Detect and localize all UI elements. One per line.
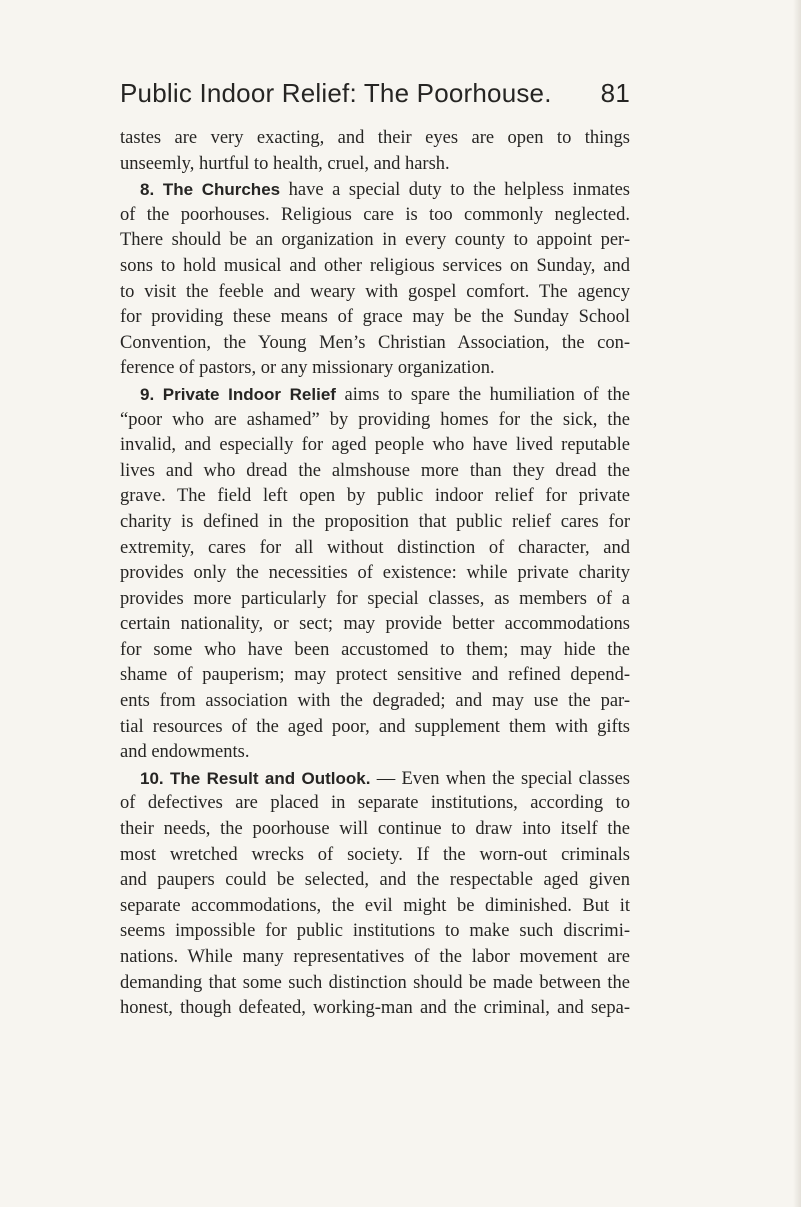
text-line — [120, 740, 630, 766]
text-line — [120, 280, 630, 306]
text-line — [120, 408, 630, 434]
text-line — [120, 484, 630, 510]
line-text: shame of pauperism; may protect sensitive and refined depend- — [120, 665, 630, 686]
running-header — [120, 78, 630, 109]
line-text: lives and who dread the almshouse more than they dread the — [120, 460, 630, 481]
text-line — [120, 228, 630, 254]
text-line — [120, 536, 630, 562]
section-heading: 9. Private Indoor Relief — [140, 384, 336, 404]
page-edge-shadow — [793, 0, 801, 1207]
line-text: separate accommodations, the evil might be diminished. But it — [120, 895, 630, 916]
line-text: — Even when the special classes — [370, 768, 630, 789]
text-line — [120, 126, 630, 152]
text-line — [120, 996, 630, 1022]
text-line — [120, 152, 630, 178]
section-heading: 10. The Result and Outlook. — [140, 768, 371, 788]
line-text: of defectives are placed in separate institutions, according to — [120, 793, 630, 814]
line-text: invalid, and especially for aged people who have lived reputable — [120, 435, 630, 456]
line-text: ents from association with the degraded; and may use the par- — [120, 691, 630, 712]
line-text: There should be an organization in every county to appoint per- — [120, 230, 630, 251]
text-line — [120, 817, 630, 843]
text-line — [120, 254, 630, 280]
text-line — [120, 868, 630, 894]
text-line — [120, 766, 630, 792]
text-line — [120, 203, 630, 229]
text-line — [120, 894, 630, 920]
running-title: Public Indoor Relief: The Poorhouse. — [120, 78, 552, 108]
line-text: aims to spare the humiliation of the — [335, 384, 630, 405]
line-text: “poor who are ashamed” by providing homes for the sick, the — [120, 409, 630, 430]
text-line — [120, 510, 630, 536]
line-text: unseemly, hurtful to health, cruel, and harsh. — [120, 153, 450, 174]
line-text: most wretched wrecks of society. If the worn-out criminals — [120, 844, 630, 865]
text-line — [120, 356, 630, 382]
text-line — [120, 843, 630, 869]
line-text: ference of pastors, or any missionary organization. — [120, 358, 495, 379]
text-line — [120, 305, 630, 331]
text-line — [120, 331, 630, 357]
line-text: nations. While many representatives of the labor movement are — [120, 947, 630, 967]
line-text: demanding that some such distinction should be made between the — [120, 972, 630, 993]
line-text: seems impossible for public institutions to make such discrimi- — [120, 921, 630, 942]
line-text: charity is defined in the proposition that public relief cares for — [120, 511, 630, 532]
line-text: and paupers could be selected, and the respectable aged given — [120, 870, 630, 891]
text-line — [120, 945, 630, 971]
line-text: have a special duty to the helpless inmates — [280, 180, 630, 201]
text-line — [120, 715, 630, 741]
line-text: and endowments. — [120, 742, 250, 763]
line-text: of the poorhouses. Religious care is too commonly neglected. — [120, 204, 630, 225]
text-line — [120, 459, 630, 485]
line-text: Convention, the Young Men’s Christian Association, the con- — [120, 332, 630, 353]
text-line — [120, 561, 630, 587]
line-text: provides more particularly for special classes, as members of a — [120, 588, 630, 609]
text-line — [120, 433, 630, 459]
text-line — [120, 791, 630, 817]
text-line — [120, 382, 630, 408]
line-text: tastes are very exacting, and their eyes are open to things — [120, 128, 630, 148]
section-heading: 8. The Churches — [140, 180, 281, 200]
line-text: for some who have been accustomed to them; may hide the — [120, 639, 630, 660]
text-line — [120, 612, 630, 638]
text-line — [120, 971, 630, 997]
text-line — [120, 663, 630, 689]
text-line — [120, 638, 630, 664]
line-text: tial resources of the aged poor, and supplement them with gifts — [120, 716, 630, 737]
text-line — [120, 177, 630, 203]
line-text: sons to hold musical and other religious services on Sunday, and — [120, 255, 630, 276]
line-text: grave. The field left open by public indoor relief for private — [120, 486, 630, 507]
line-text: for providing these means of grace may be the Sunday School — [120, 307, 630, 328]
line-text: their needs, the poorhouse will continue to draw into itself the — [120, 819, 630, 840]
text-line — [120, 919, 630, 945]
line-text: to visit the feeble and weary with gospel comfort. The agency — [120, 281, 630, 302]
text-line — [120, 587, 630, 613]
page-number: 81 — [600, 78, 630, 108]
line-text: certain nationality, or sect; may provide better accommodations — [120, 614, 630, 635]
line-text: provides only the necessities of existence: while private charity — [120, 563, 630, 584]
text-line — [120, 689, 630, 715]
body-text — [120, 126, 630, 1022]
line-text: honest, though defeated, working-man and the criminal, and sepa- — [120, 998, 630, 1019]
line-text: extremity, cares for all without distinction of character, and — [120, 537, 630, 558]
